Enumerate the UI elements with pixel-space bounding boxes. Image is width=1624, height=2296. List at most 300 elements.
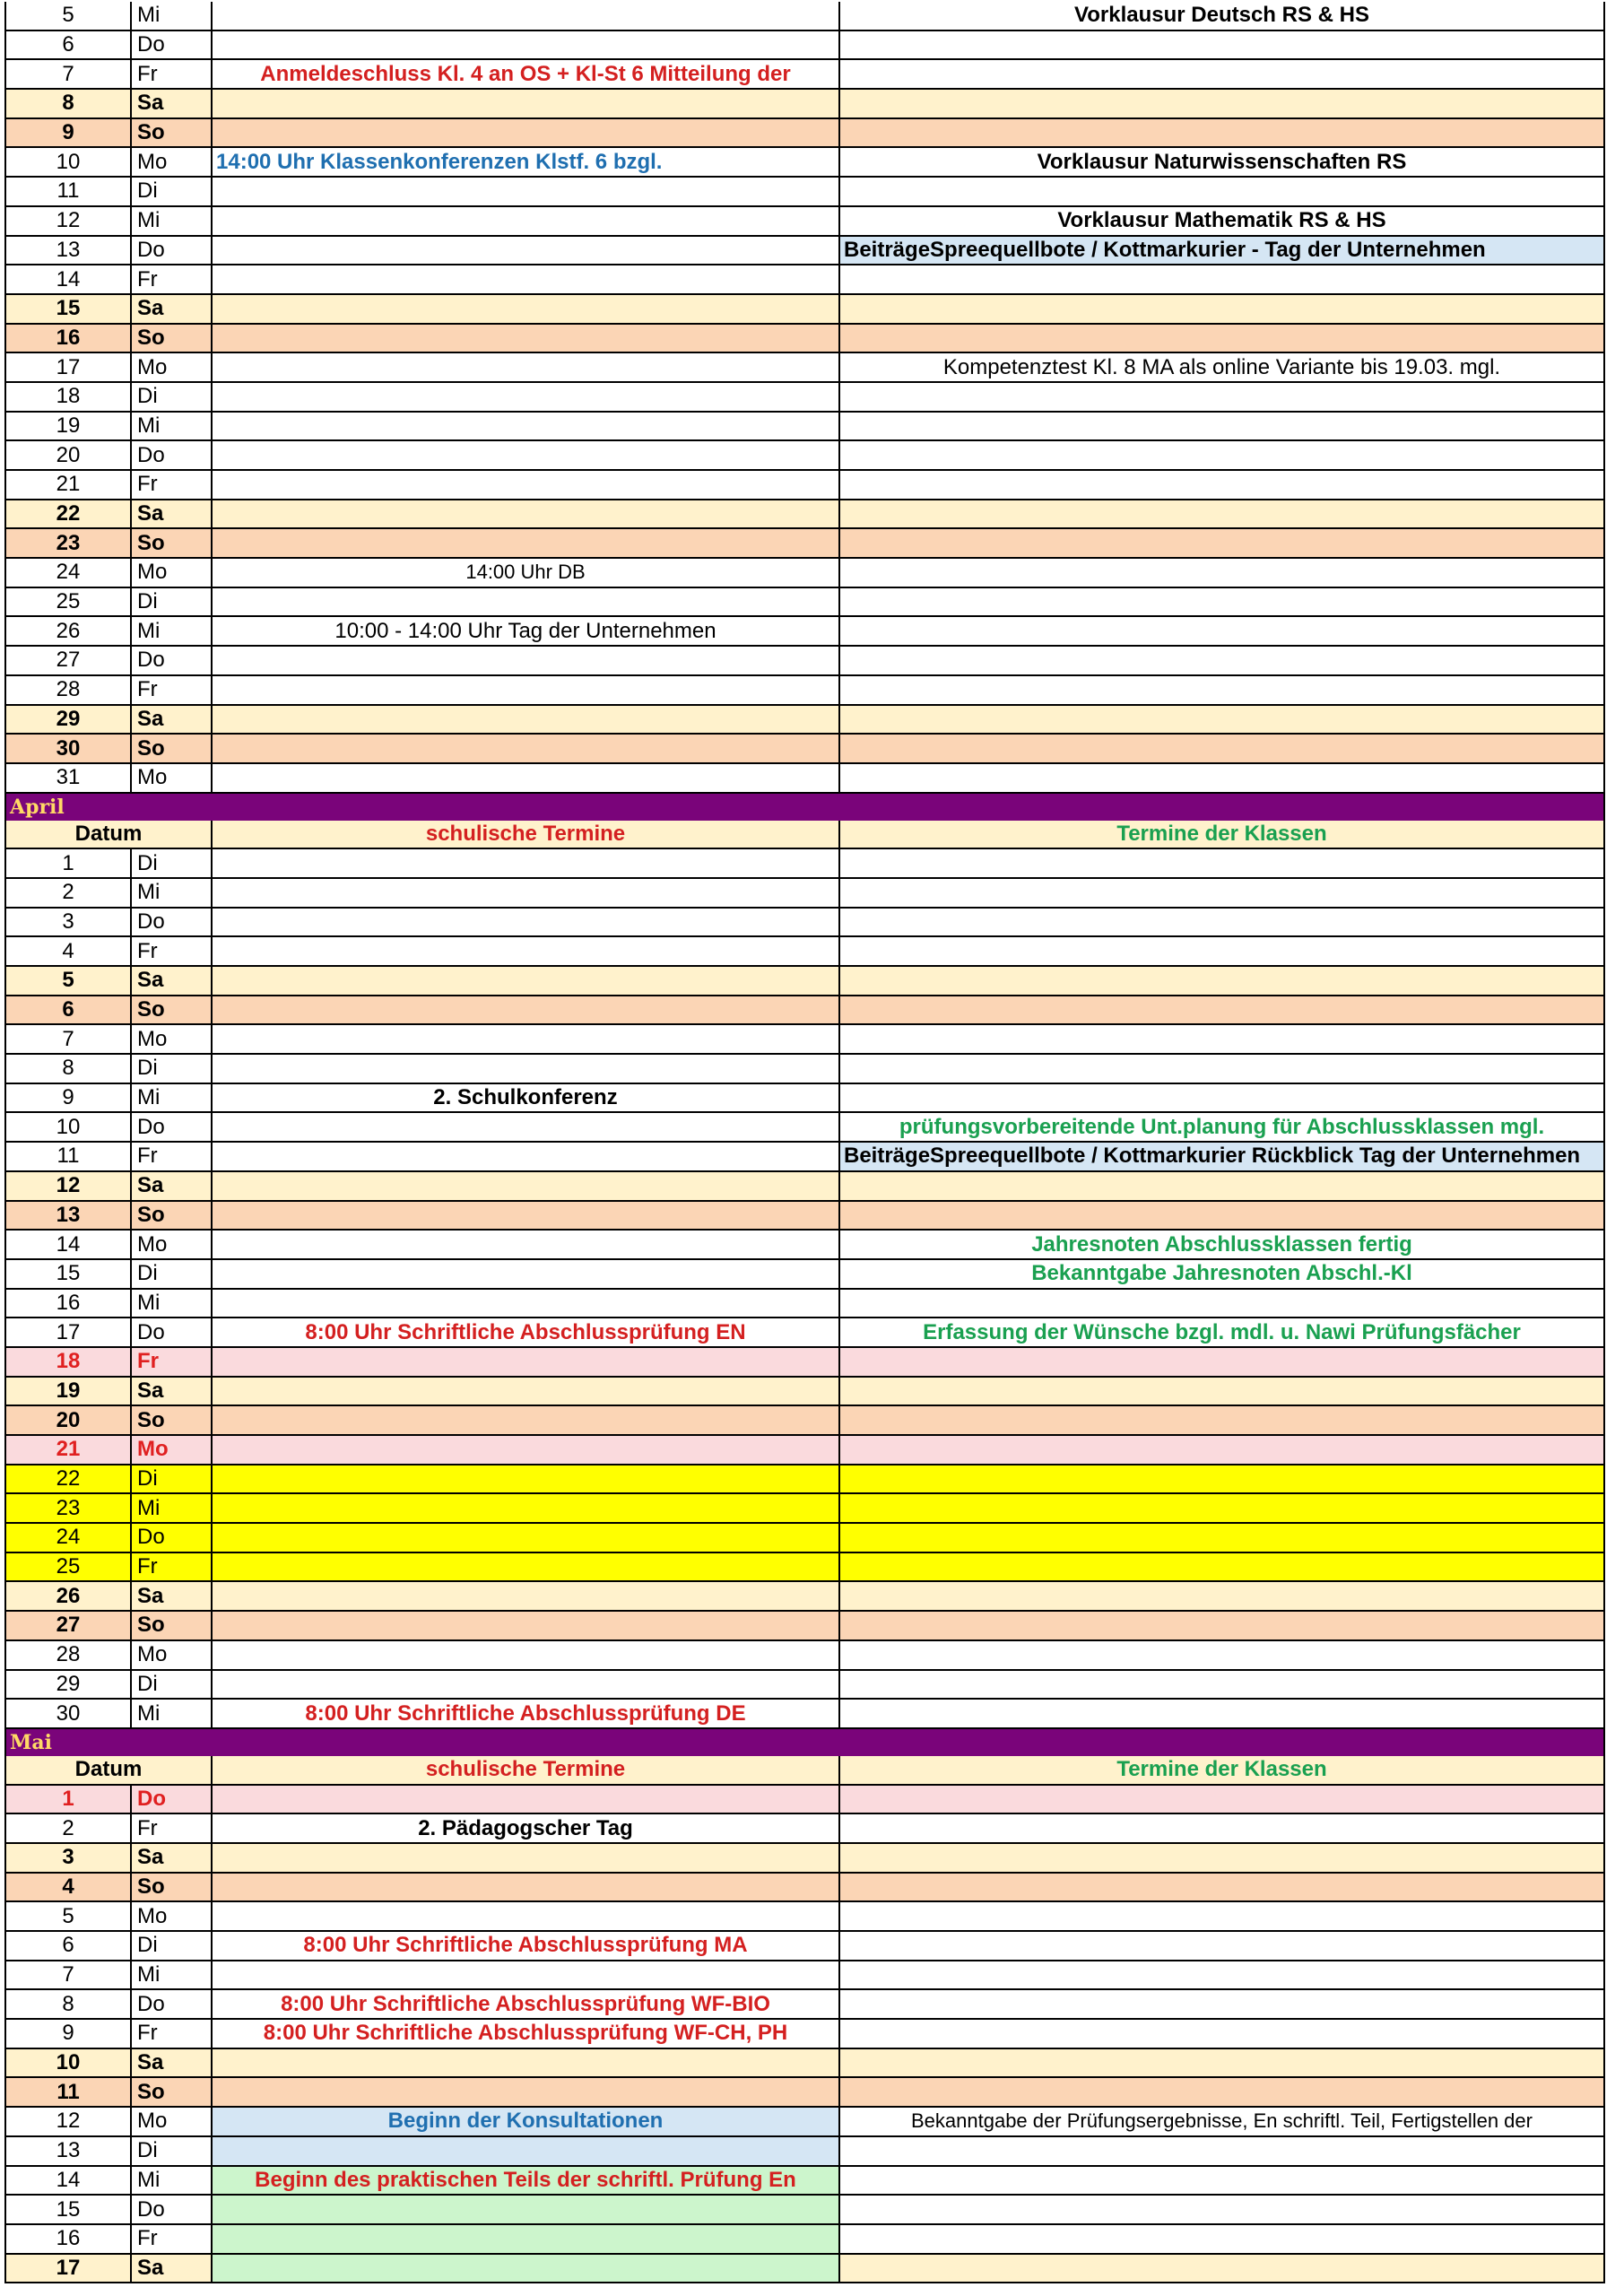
school-event [211, 764, 838, 794]
day-row [4, 1113, 1605, 1143]
day-row [4, 1025, 1605, 1055]
school-event [211, 2049, 838, 2079]
day-row [4, 1231, 1605, 1260]
class-event [838, 295, 1605, 325]
class-event [838, 676, 1605, 706]
day-number: 12 [4, 207, 130, 237]
weekday: Fr [130, 676, 211, 706]
class-event [838, 1874, 1605, 1903]
school-event [211, 1874, 838, 1903]
weekday: Do [130, 647, 211, 676]
class-event [838, 849, 1605, 879]
school-event [211, 471, 838, 500]
class-event [838, 735, 1605, 764]
class-event [838, 617, 1605, 647]
day-number: 16 [4, 2225, 130, 2255]
day-number: 16 [4, 325, 130, 354]
day-number: 2 [4, 879, 130, 909]
day-row [4, 383, 1605, 413]
day-number: 4 [4, 937, 130, 967]
day-row [4, 1318, 1605, 1348]
weekday: Do [130, 237, 211, 266]
class-event [838, 1671, 1605, 1700]
school-event [211, 996, 838, 1026]
day-number: 15 [4, 2196, 130, 2225]
school-event [211, 2196, 838, 2225]
day-number: 1 [4, 1786, 130, 1815]
class-event [838, 1700, 1605, 1729]
day-row [4, 559, 1605, 588]
weekday: Fr [130, 265, 211, 295]
class-event [838, 1290, 1605, 1319]
school-event [211, 676, 838, 706]
day-number: 8 [4, 90, 130, 119]
day-row [4, 764, 1605, 794]
class-event [838, 879, 1605, 909]
day-number: 7 [4, 1025, 130, 1055]
weekday: So [130, 996, 211, 1026]
school-event: 2. Pädagogscher Tag [211, 1814, 838, 1844]
class-event [838, 471, 1605, 500]
weekday: Sa [130, 90, 211, 119]
day-row [4, 2196, 1605, 2225]
day-number: 17 [4, 2255, 130, 2284]
school-event [211, 1641, 838, 1671]
school-event [211, 1143, 838, 1172]
class-event: Vorklausur Naturwissenschaften RS [838, 148, 1605, 178]
weekday: So [130, 325, 211, 354]
class-event [838, 996, 1605, 1026]
school-event [211, 441, 838, 471]
class-event: BeiträgeSpreequellbote / Kottmarkurier Rückblick Tag der Unternehmen [838, 1143, 1605, 1172]
school-event [211, 849, 838, 879]
school-event [211, 588, 838, 618]
weekday: Do [130, 1786, 211, 1815]
school-event [211, 119, 838, 149]
day-number: 10 [4, 148, 130, 178]
day-row [4, 500, 1605, 530]
class-event [838, 60, 1605, 90]
weekday: Mi [130, 207, 211, 237]
header-termine-der-klassen: Termine der Klassen [838, 1756, 1605, 1786]
day-row [4, 2167, 1605, 2196]
day-row [4, 471, 1605, 500]
class-event: prüfungsvorbereitende Unt.planung für Abschlussklassen mgl. [838, 1113, 1605, 1143]
school-event [211, 1612, 838, 1641]
school-event [211, 413, 838, 442]
day-number: 4 [4, 1874, 130, 1903]
weekday: Do [130, 1524, 211, 1553]
class-event [838, 1202, 1605, 1231]
weekday: Mi [130, 1494, 211, 1524]
day-row [4, 1172, 1605, 1202]
school-event [211, 1260, 838, 1290]
day-row [4, 207, 1605, 237]
weekday: Di [130, 1932, 211, 1961]
april-header-row [4, 821, 1605, 850]
day-row [4, 1290, 1605, 1319]
day-number: 30 [4, 735, 130, 764]
day-row [4, 735, 1605, 764]
day-number: 17 [4, 1318, 130, 1348]
weekday: So [130, 529, 211, 559]
class-event: BeiträgeSpreequellbote / Kottmarkurier - Tag der Unternehmen [838, 237, 1605, 266]
class-event [838, 265, 1605, 295]
weekday: Do [130, 2196, 211, 2225]
class-event [838, 178, 1605, 207]
school-event [211, 1290, 838, 1319]
day-number: 2 [4, 1814, 130, 1844]
class-event [838, 967, 1605, 996]
day-row [4, 909, 1605, 938]
class-event [838, 1378, 1605, 1407]
day-row [4, 937, 1605, 967]
day-row [4, 1582, 1605, 1612]
weekday: Sa [130, 967, 211, 996]
weekday: Mi [130, 1084, 211, 1114]
school-event: 10:00 - 14:00 Uhr Tag der Unternehmen [211, 617, 838, 647]
class-event [838, 909, 1605, 938]
weekday: So [130, 1612, 211, 1641]
class-event [838, 1084, 1605, 1114]
weekday: Fr [130, 1143, 211, 1172]
day-number: 3 [4, 1844, 130, 1874]
day-row [4, 1961, 1605, 1991]
day-number: 6 [4, 31, 130, 61]
day-row [4, 90, 1605, 119]
school-event [211, 2137, 838, 2167]
day-row [4, 1202, 1605, 1231]
day-row [4, 706, 1605, 735]
day-number: 28 [4, 1641, 130, 1671]
school-event [211, 1553, 838, 1583]
day-number: 24 [4, 559, 130, 588]
class-event [838, 2020, 1605, 2049]
day-number: 6 [4, 1932, 130, 1961]
day-row [4, 1844, 1605, 1874]
day-row [4, 996, 1605, 1026]
day-row [4, 148, 1605, 178]
header-datum: Datum [4, 1756, 211, 1786]
day-number: 23 [4, 529, 130, 559]
school-event [211, 1025, 838, 1055]
class-event [838, 937, 1605, 967]
school-event [211, 1961, 838, 1991]
school-event: 14:00 Uhr DB [211, 559, 838, 588]
school-event [211, 1436, 838, 1465]
day-row [4, 1553, 1605, 1583]
day-row [4, 1786, 1605, 1815]
day-number: 10 [4, 1113, 130, 1143]
day-number: 5 [4, 967, 130, 996]
day-row [4, 1348, 1605, 1378]
class-event [838, 383, 1605, 413]
weekday: Mo [130, 1641, 211, 1671]
day-number: 20 [4, 1406, 130, 1436]
class-event [838, 1990, 1605, 2020]
class-event: Kompetenztest Kl. 8 MA als online Variante bis 19.03. mgl. [838, 353, 1605, 383]
class-event [838, 1786, 1605, 1815]
day-number: 18 [4, 383, 130, 413]
day-row [4, 588, 1605, 618]
day-row [4, 1378, 1605, 1407]
day-number: 9 [4, 1084, 130, 1114]
day-row [4, 1260, 1605, 1290]
weekday: Fr [130, 2020, 211, 2049]
class-event [838, 1612, 1605, 1641]
day-number: 19 [4, 1378, 130, 1407]
class-event [838, 1436, 1605, 1465]
day-row [4, 353, 1605, 383]
day-number: 6 [4, 996, 130, 1026]
school-event [211, 1465, 838, 1495]
day-row [4, 676, 1605, 706]
day-number: 29 [4, 1671, 130, 1700]
header-schulische-termine: schulische Termine [211, 821, 838, 850]
class-event [838, 1902, 1605, 1932]
day-row [4, 967, 1605, 996]
weekday: Fr [130, 2225, 211, 2255]
class-event: Erfassung der Wünsche bzgl. mdl. u. Nawi Prüfungsfächer [838, 1318, 1605, 1348]
day-row [4, 2137, 1605, 2167]
weekday: Fr [130, 937, 211, 967]
school-event: 8:00 Uhr Schriftliche Abschlussprüfung WF-CH, PH [211, 2020, 838, 2049]
school-event [211, 207, 838, 237]
class-event [838, 647, 1605, 676]
day-number: 12 [4, 1172, 130, 1202]
school-event [211, 937, 838, 967]
class-event [838, 90, 1605, 119]
weekday: Di [130, 1260, 211, 1290]
day-row [4, 1700, 1605, 1729]
weekday: Fr [130, 1814, 211, 1844]
class-event [838, 325, 1605, 354]
weekday: Mi [130, 1700, 211, 1729]
class-event [838, 764, 1605, 794]
school-event: 8:00 Uhr Schriftliche Abschlussprüfung DE [211, 1700, 838, 1729]
day-row [4, 2255, 1605, 2284]
school-event [211, 353, 838, 383]
day-number: 9 [4, 2020, 130, 2049]
day-row [4, 2049, 1605, 2079]
school-event [211, 2255, 838, 2284]
day-number: 8 [4, 1990, 130, 2020]
weekday: So [130, 1874, 211, 1903]
weekday: Di [130, 588, 211, 618]
weekday: Sa [130, 295, 211, 325]
day-row [4, 1814, 1605, 1844]
class-event [838, 1814, 1605, 1844]
day-number: 1 [4, 849, 130, 879]
day-row [4, 119, 1605, 149]
day-number: 13 [4, 1202, 130, 1231]
weekday: Di [130, 1671, 211, 1700]
day-number: 26 [4, 617, 130, 647]
day-row [4, 295, 1605, 325]
class-event [838, 706, 1605, 735]
day-row [4, 1436, 1605, 1465]
school-event [211, 1671, 838, 1700]
school-event [211, 90, 838, 119]
school-event [211, 1348, 838, 1378]
school-event [211, 1902, 838, 1932]
school-event: Beginn der Konsultationen [211, 2108, 838, 2137]
day-number: 5 [4, 2, 130, 31]
day-number: 16 [4, 1290, 130, 1319]
header-termine-der-klassen: Termine der Klassen [838, 821, 1605, 850]
month-bar-mai: Mai [4, 1729, 1605, 1756]
day-row [4, 2, 1605, 31]
weekday: So [130, 2078, 211, 2108]
day-number: 17 [4, 353, 130, 383]
weekday: Di [130, 1465, 211, 1495]
day-number: 22 [4, 1465, 130, 1495]
weekday: Mi [130, 1961, 211, 1991]
day-row [4, 1465, 1605, 1495]
day-number: 3 [4, 909, 130, 938]
weekday: Do [130, 441, 211, 471]
weekday: Sa [130, 2255, 211, 2284]
weekday: Mo [130, 1902, 211, 1932]
weekday: Di [130, 1055, 211, 1084]
day-number: 23 [4, 1494, 130, 1524]
weekday: Sa [130, 1378, 211, 1407]
class-event [838, 119, 1605, 149]
day-row [4, 1524, 1605, 1553]
day-number: 18 [4, 1348, 130, 1378]
class-event [838, 1494, 1605, 1524]
weekday: So [130, 735, 211, 764]
class-event: Bekanntgabe Jahresnoten Abschl.-Kl [838, 1260, 1605, 1290]
school-event [211, 1231, 838, 1260]
weekday: Do [130, 1990, 211, 2020]
class-event [838, 441, 1605, 471]
weekday: Sa [130, 1582, 211, 1612]
school-event [211, 1172, 838, 1202]
weekday: Sa [130, 1172, 211, 1202]
day-row [4, 441, 1605, 471]
april-table [4, 849, 1605, 1729]
school-event [211, 967, 838, 996]
school-event [211, 1406, 838, 1436]
weekday: Di [130, 178, 211, 207]
school-event [211, 31, 838, 61]
day-number: 14 [4, 265, 130, 295]
day-number: 11 [4, 2078, 130, 2108]
weekday: Mo [130, 559, 211, 588]
mai-table [4, 1786, 1605, 2284]
school-event [211, 1786, 838, 1815]
day-row [4, 1612, 1605, 1641]
class-event [838, 1932, 1605, 1961]
day-number: 25 [4, 588, 130, 618]
day-number: 28 [4, 676, 130, 706]
class-event: Bekanntgabe der Prüfungsergebnisse, En schriftl. Teil, Fertigstellen der [838, 2108, 1605, 2137]
day-number: 10 [4, 2049, 130, 2079]
school-event [211, 529, 838, 559]
class-event [838, 559, 1605, 588]
school-event [211, 500, 838, 530]
school-event [211, 1055, 838, 1084]
day-row [4, 1641, 1605, 1671]
weekday: Mi [130, 413, 211, 442]
weekday: Fr [130, 60, 211, 90]
weekday: Sa [130, 2049, 211, 2079]
class-event [838, 1641, 1605, 1671]
class-event [838, 2196, 1605, 2225]
day-row [4, 1671, 1605, 1700]
school-event [211, 2225, 838, 2255]
class-event [838, 500, 1605, 530]
day-number: 7 [4, 1961, 130, 1991]
school-event [211, 295, 838, 325]
day-row [4, 529, 1605, 559]
month-bar-april: April [4, 794, 1605, 821]
day-row [4, 60, 1605, 90]
day-row [4, 2225, 1605, 2255]
day-number: 19 [4, 413, 130, 442]
day-number: 29 [4, 706, 130, 735]
class-event: Vorklausur Deutsch RS & HS [838, 2, 1605, 31]
weekday: Do [130, 909, 211, 938]
school-event: 14:00 Uhr Klassenkonferenzen Klstf. 6 bzgl. [211, 148, 838, 178]
weekday: Mi [130, 2, 211, 31]
day-row [4, 1902, 1605, 1932]
day-number: 21 [4, 1436, 130, 1465]
class-event [838, 2225, 1605, 2255]
school-event [211, 383, 838, 413]
school-event [211, 1582, 838, 1612]
class-event [838, 2255, 1605, 2284]
class-event [838, 588, 1605, 618]
header-datum: Datum [4, 821, 211, 850]
day-number: 22 [4, 500, 130, 530]
day-number: 26 [4, 1582, 130, 1612]
calendar-sheet [4, 2, 1605, 2283]
weekday: Fr [130, 1553, 211, 1583]
day-number: 14 [4, 2167, 130, 2196]
class-event [838, 1025, 1605, 1055]
class-event [838, 2049, 1605, 2079]
day-row [4, 879, 1605, 909]
day-row [4, 413, 1605, 442]
weekday: Sa [130, 706, 211, 735]
class-event [838, 529, 1605, 559]
weekday: Mo [130, 148, 211, 178]
day-row [4, 1932, 1605, 1961]
mai-header-row [4, 1756, 1605, 1786]
day-row [4, 1143, 1605, 1172]
day-number: 8 [4, 1055, 130, 1084]
day-row [4, 178, 1605, 207]
school-event [211, 1113, 838, 1143]
school-event: 8:00 Uhr Schriftliche Abschlussprüfung EN [211, 1318, 838, 1348]
class-event: Vorklausur Mathematik RS & HS [838, 207, 1605, 237]
class-event [838, 1961, 1605, 1991]
day-number: 25 [4, 1553, 130, 1583]
day-number: 7 [4, 60, 130, 90]
day-number: 27 [4, 647, 130, 676]
day-number: 5 [4, 1902, 130, 1932]
weekday: Mo [130, 764, 211, 794]
day-number: 24 [4, 1524, 130, 1553]
weekday: So [130, 1202, 211, 1231]
weekday: So [130, 1406, 211, 1436]
class-event [838, 413, 1605, 442]
weekday: Do [130, 31, 211, 61]
weekday: Fr [130, 471, 211, 500]
weekday: Mi [130, 617, 211, 647]
